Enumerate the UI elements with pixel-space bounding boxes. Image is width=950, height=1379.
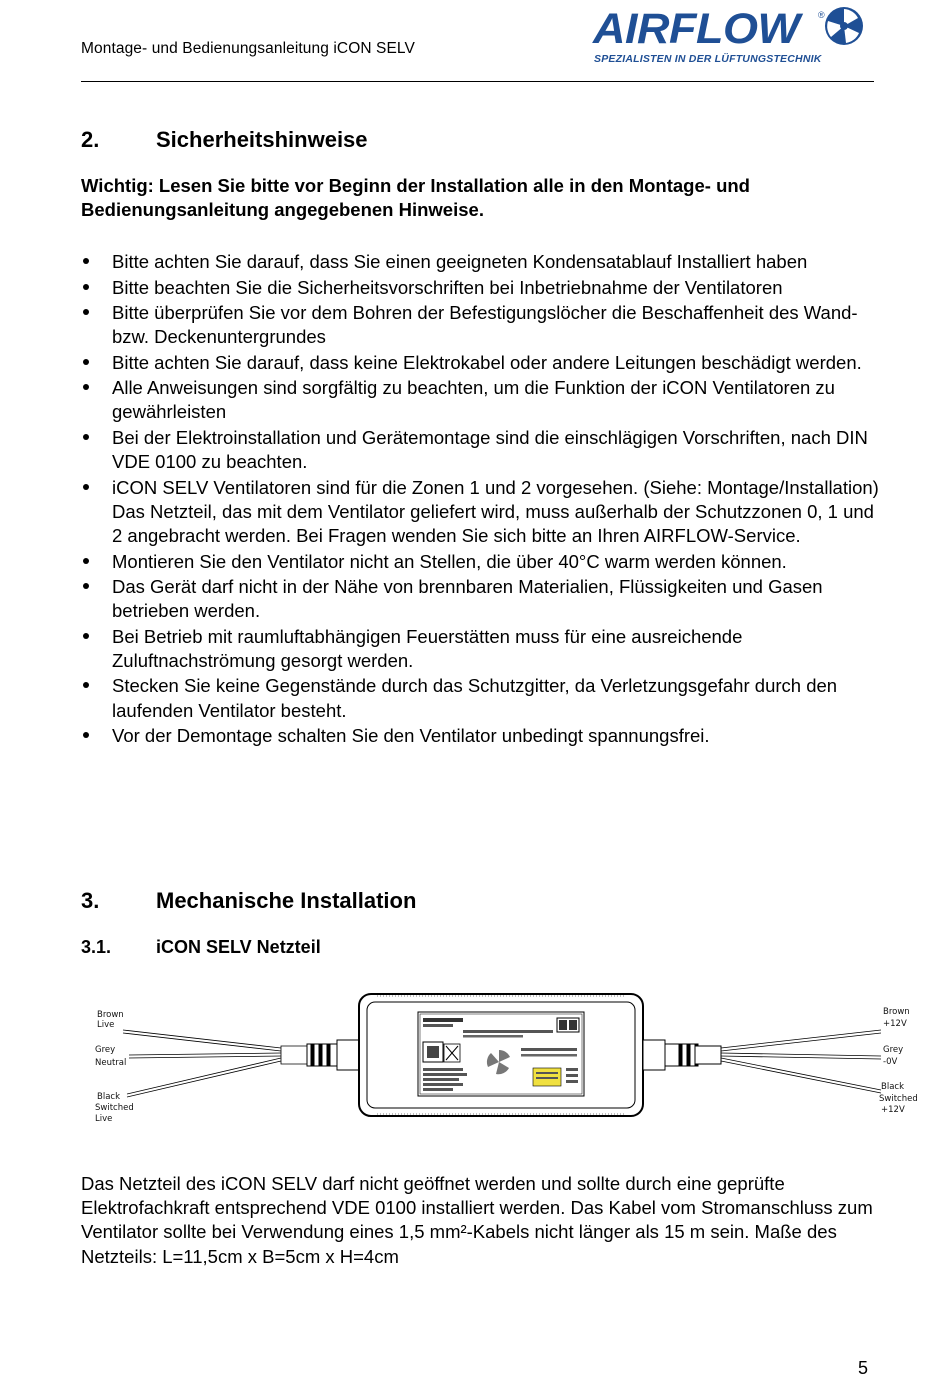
section-title: Sicherheitshinweise bbox=[156, 127, 368, 152]
section-title: Mechanische Installation bbox=[156, 888, 417, 913]
bullet-icon bbox=[83, 284, 89, 290]
section-number: 3.1. bbox=[81, 937, 112, 957]
right-cable-gland bbox=[643, 1040, 721, 1070]
page-number: 5 bbox=[858, 1358, 869, 1378]
bullet-icon bbox=[83, 384, 89, 390]
bullet-icon bbox=[83, 583, 89, 589]
list-item: Bitte überprüfen Sie vor dem Bohren der Befestigungslöcher die Beschaffenheit des Wand- bzw. Deckenuntergrundes bbox=[81, 301, 881, 349]
bullet-icon bbox=[83, 309, 89, 315]
bullet-icon bbox=[83, 434, 89, 440]
bullet-icon bbox=[83, 732, 89, 738]
bullet-icon bbox=[83, 484, 89, 490]
logo-slogan: SPEZIALISTEN IN DER LÜFTUNGSTECHNIK bbox=[594, 53, 822, 65]
list-item: Stecken Sie keine Gegenstände durch das Schutzgitter, da Verletzungsgefahr durch den laufenden Ventilator besteht. bbox=[81, 674, 881, 722]
list-item: Das Gerät darf nicht in der Nähe von brennbaren Materialien, Flüssigkeiten und Gasen betrieben werden. bbox=[81, 575, 881, 623]
label-left-black: Black bbox=[97, 1092, 120, 1102]
power-supply-paragraph: Das Netzteil des iCON SELV darf nicht geöffnet werden und sollte durch eine geprüfte Elektrofachkraft entsprechend VDE 0100 installiert werden. Das Kabel vom Stromanschluss zum Ventilator sollte bei Verwendung eines 1,5 mm²-Kabels nicht länger als 15 m sein. Maße des Netzteils: L=11,5cm x B=5cm x H=4cm bbox=[81, 1173, 873, 1267]
label-left-live: Live bbox=[97, 1020, 115, 1030]
important-notice: Wichtig: Lesen Sie bitte vor Beginn der Installation alle in den Montage- und Bedienungsanleitung angegebenen Hinweise. bbox=[81, 175, 750, 220]
list-item: Bitte achten Sie darauf, dass keine Elektrokabel oder andere Leitungen beschädigt werden. bbox=[81, 351, 881, 375]
power-supply-case bbox=[359, 994, 643, 1116]
left-cable-gland bbox=[307, 1040, 359, 1070]
logo-wordmark: AIRFLOW bbox=[593, 4, 800, 53]
fan-logo-icon bbox=[824, 6, 864, 46]
list-item: iCON SELV Ventilatoren sind für die Zonen 1 und 2 vorgesehen. (Siehe: Montage/Installation) Das Netzteil, das mit dem Ventilator geliefert wird, muss außerhalb der Schutzzonen 0, 1 und 2 angebracht werden. Bei Fragen wenden Sie sich bitte an Ihren AIRFLOW-Service. bbox=[81, 476, 881, 549]
document-title: Montage- und Bedienungsanleitung iCON SELV bbox=[81, 40, 415, 57]
section-number: 3. bbox=[81, 888, 100, 913]
list-item: Bitte achten Sie darauf, dass Sie einen geeigneten Kondensatablauf Installiert haben bbox=[81, 250, 881, 274]
bullet-icon bbox=[83, 258, 89, 264]
label-right-zero: -0V bbox=[883, 1057, 898, 1067]
list-item: Bitte beachten Sie die Sicherheitsvorschriften bei Inbetriebnahme der Ventilatoren bbox=[81, 276, 881, 300]
section-title: iCON SELV Netzteil bbox=[156, 937, 321, 957]
label-left-live-2: Live bbox=[95, 1114, 113, 1124]
label-right-grey: Grey bbox=[883, 1045, 904, 1055]
label-left-grey: Grey bbox=[95, 1045, 116, 1055]
header-divider bbox=[81, 81, 874, 82]
logo-registered-mark: ® bbox=[818, 10, 825, 20]
label-right-black: Black bbox=[881, 1082, 904, 1092]
bullet-icon bbox=[83, 682, 89, 688]
section-number: 2. bbox=[81, 127, 100, 152]
label-right-plus12-a: +12V bbox=[883, 1019, 907, 1029]
bullet-icon bbox=[83, 633, 89, 639]
bullet-icon bbox=[83, 558, 89, 564]
list-item: Bei der Elektroinstallation und Gerätemontage sind die einschlägigen Vorschriften, nach DIN VDE 0100 zu beachten. bbox=[81, 426, 881, 474]
label-left-switched: Switched bbox=[95, 1103, 134, 1113]
label-left-neutral: Neutral bbox=[95, 1058, 127, 1068]
right-wires bbox=[721, 1030, 881, 1093]
label-right-brown: Brown bbox=[883, 1007, 910, 1017]
bullet-icon bbox=[83, 359, 89, 365]
power-supply-diagram bbox=[81, 986, 921, 1134]
list-item: Alle Anweisungen sind sorgfältig zu beachten, um die Funktion der iCON Ventilatoren zu gewährleisten bbox=[81, 376, 881, 424]
label-left-brown: Brown bbox=[97, 1010, 124, 1020]
list-item: Montieren Sie den Ventilator nicht an Stellen, die über 40°C warm werden können. bbox=[81, 550, 881, 574]
label-right-switched: Switched bbox=[879, 1094, 918, 1104]
list-item: Vor der Demontage schalten Sie den Ventilator unbedingt spannungsfrei. bbox=[81, 724, 881, 748]
list-item: Bei Betrieb mit raumluftabhängigen Feuerstätten muss für eine ausreichende Zuluftnachströmung gesorgt werden. bbox=[81, 625, 881, 673]
safety-list bbox=[81, 250, 881, 750]
label-right-plus12-b: +12V bbox=[881, 1105, 905, 1115]
airflow-logo bbox=[592, 6, 872, 66]
